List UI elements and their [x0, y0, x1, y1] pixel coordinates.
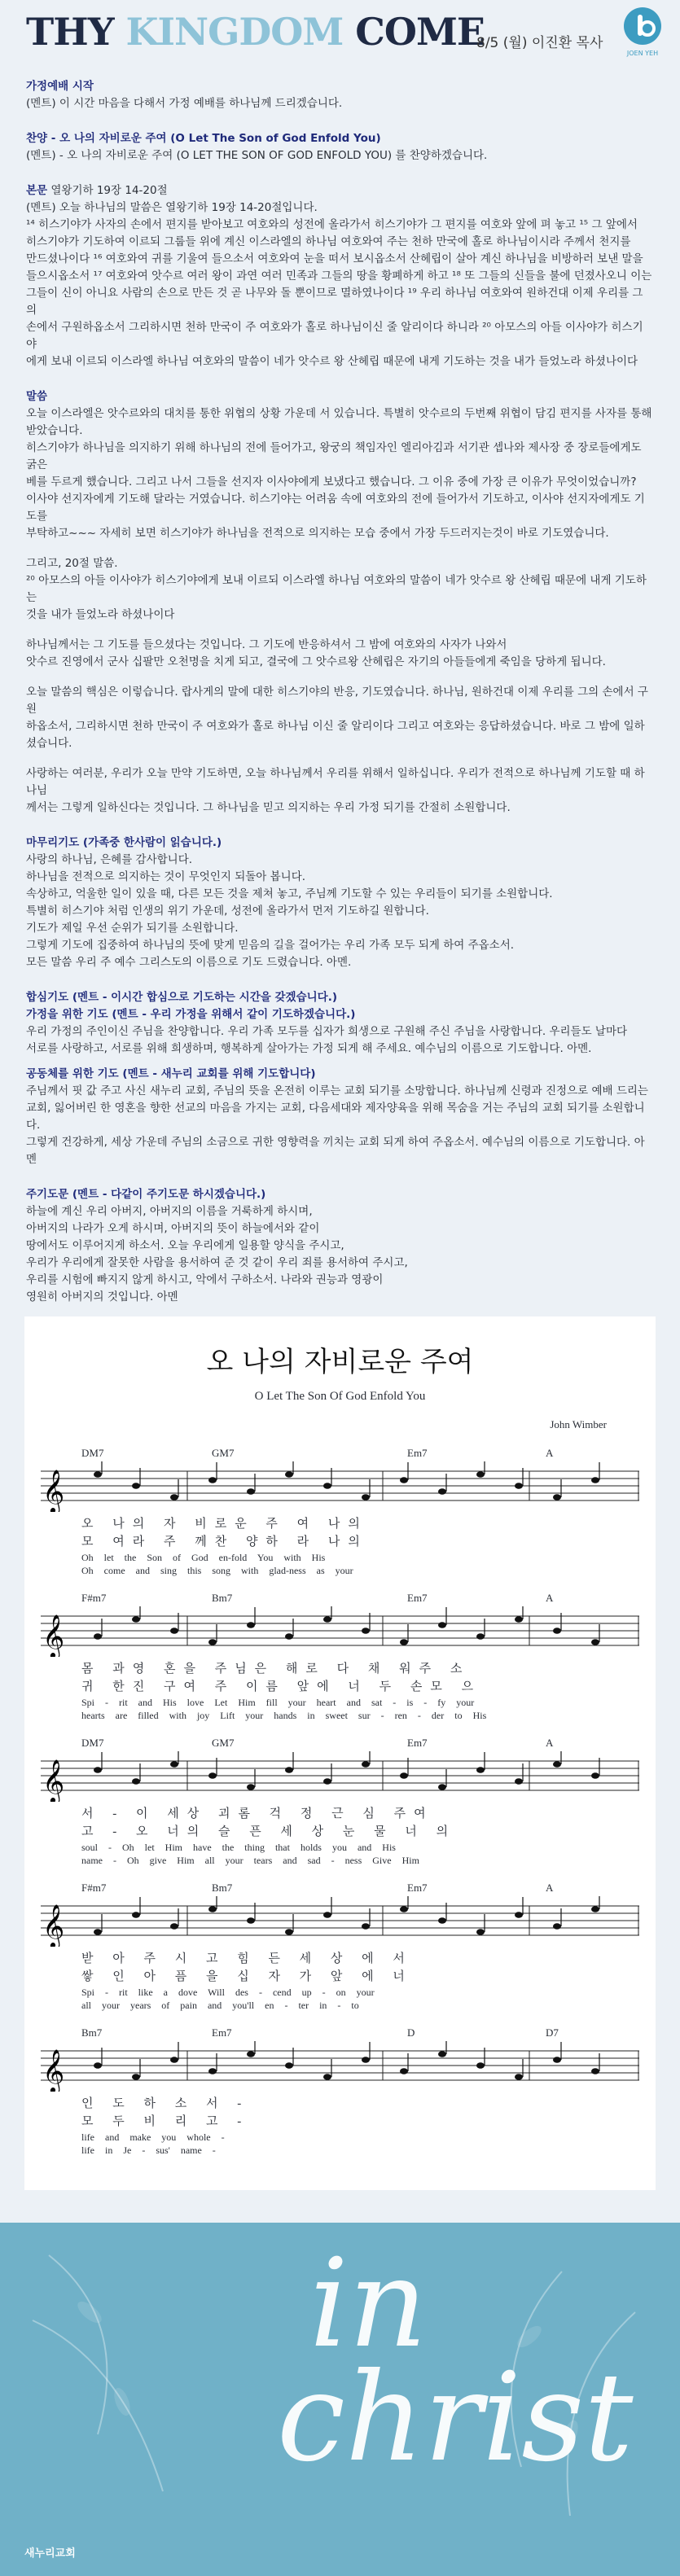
- english-lyrics: Oh come and sing this song with glad-ness as your: [81, 1565, 353, 1576]
- note-head: [553, 1923, 561, 1930]
- note-head: [476, 2062, 485, 2069]
- section-heading: 주기도문 (멘트 - 다같이 주기도문 하시겠습니다.): [26, 1188, 266, 1201]
- music-system: [41, 1592, 639, 1722]
- section-heading: 본문: [26, 184, 48, 197]
- note-head: [285, 2062, 293, 2069]
- staff: [41, 2041, 639, 2092]
- chord-symbol: Em7: [407, 1447, 428, 1459]
- note-head: [591, 1906, 599, 1912]
- note-head: [94, 2062, 102, 2069]
- chord-symbol: GM7: [212, 1447, 235, 1459]
- note-head: [208, 1639, 217, 1645]
- treble-clef-icon: 𝄞: [42, 1469, 65, 1512]
- note-head: [515, 1483, 523, 1489]
- note-head: [591, 1639, 599, 1645]
- staff: [41, 1751, 639, 1802]
- section-heading: 찬양: [26, 132, 48, 145]
- note-head: [553, 1494, 561, 1500]
- note-head: [94, 1633, 102, 1640]
- note-head: [438, 1622, 446, 1628]
- treble-clef-icon: 𝄞: [42, 1614, 65, 1657]
- note-head: [438, 2051, 446, 2057]
- staff: [41, 1606, 639, 1657]
- sermon-paragraph: 오늘 이스라엘은 앗수르와의 대치를 통한 위협의 상황 가운데 서 있습니다. 특별히 앗수르의 두번째 위협이 담김 편지를 사자를 통해 받았습니다. 히스기야가 하나님을 의지하기 위해 하나님의 전에 들어가고, 왕궁의 책임자인 엘리아김과 서기관 셉나와 제사장 중 장로들에게도 굵은 베를 두르게 했습니다. 그리고 나서 그들을 선지자 이사야에게 보냈다고 했습니다. 그 이유 중에 가장 큰 이유가 무엇이었습니까? 이사야 선지자에게 기도해 달라는 거였습니다. 히스기야는 어려움 속에 여호와의 전에 들어가서 기도하고, 이사야 선지자에게도 기도를 부탁하고~~~ 자세히 보면 히스기야가 하나님을 전적으로 의지하는 모습 중에서 가장 두드러지는것이 바로 기도였습니다.: [26, 407, 652, 540]
- korean-lyrics: 모 두 비 리 고 -: [81, 2115, 250, 2128]
- scripture-section: [26, 182, 653, 370]
- section-heading: 마무리기도 (가족중 한사람이 읽습니다.): [26, 836, 222, 849]
- worship-guide: [26, 78, 653, 1324]
- note-head: [247, 1622, 255, 1628]
- note-head: [400, 1477, 408, 1483]
- section-heading: 가정예배 시작: [26, 80, 94, 93]
- sub-heading: 가정을 위한 기도 (멘트 - 우리 가정을 위해서 같이 기도하겠습니다.): [26, 1008, 356, 1021]
- sermon-paragraph: 하나님께서는 그 기도를 들으셨다는 것입니다. 그 기도에 반응하셔서 그 밤에 여호와의 사자가 나와서 앗수르 진영에서 군사 십팔만 오천명을 치게 되고, 결국에 그 앗수르왕 산헤립은 자기의 아들들에게 죽임을 당하게 됩니다.: [26, 638, 606, 668]
- note-head: [591, 1477, 599, 1483]
- closing-prayer-text: 사랑의 하나님, 은혜를 감사합니다. 하나님을 전적으로 의지하는 것이 무엇인지 되돌아 봅니다. 속상하고, 억울한 일이 있을 때, 다른 모든 것을 제쳐 놓고, 주님께 기도할 수 있는 우리들이 되기를 소원합니다. 특별히 히스기야 처럼 인생의 위기 가운데, 성전에 올라가서 먼저 기도하길 원합니다. 기도가 제일 우선 순위가 되기를 소원합니다. 그렇게 기도에 집중하여 하나님의 뜻에 맞게 믿음의 길을 걸어가는 우리 가족 모두 되게 하여 주옵소서. 모든 말씀 우리 주 예수 그리스도의 이름으로 기도 드렸습니다. 아멘.: [26, 853, 553, 969]
- hymn-section: [26, 130, 653, 164]
- note-head: [476, 1767, 485, 1773]
- note-head: [362, 1923, 370, 1930]
- note-head: [247, 1488, 255, 1495]
- note-head: [476, 1633, 485, 1640]
- sermon-section: [26, 388, 653, 817]
- note-head: [132, 1778, 140, 1785]
- chord-row: [41, 2026, 639, 2041]
- note-head: [170, 1761, 178, 1768]
- sub-heading: 공동체를 위한 기도 (멘트 - 새누리 교회를 위해 기도합니다): [26, 1067, 316, 1080]
- chord-symbol: Bm7: [212, 1882, 233, 1894]
- note-head: [132, 1912, 140, 1918]
- english-lyrics: life in Je - sus' name -: [81, 2144, 216, 2156]
- chord-symbol: A: [546, 1592, 554, 1604]
- treble-clef-icon: 𝄞: [42, 2048, 65, 2092]
- opening-section: [26, 78, 653, 112]
- note-head: [400, 1906, 408, 1912]
- composer: John Wimber: [550, 1418, 607, 1430]
- english-lyrics: Spi - rit like a dove Will des - cend up - on your: [81, 1987, 375, 1998]
- chord-row: [41, 1882, 639, 1896]
- note-head: [362, 2057, 370, 2063]
- korean-lyrics: 쌓 인 아 픔 을 십 자 가 앞 에 너: [81, 1970, 413, 1983]
- sheet-music: [24, 1316, 656, 2190]
- korean-lyrics: 오 나의 자 비로운 주 여 나의: [81, 1518, 368, 1531]
- sermon-paragraph: 그리고, 20절 말씀. ²⁰ 아모스의 아들 이사야가 히스기야에게 보내 이르되 이스라엘 하나님 여호와의 말씀이 네가 앗수르 왕 산헤립 때문에 내게 기도하는 것을 내가 들었노라 하셨나이다: [26, 557, 647, 621]
- english-lyrics: Spi - rit and His love Let Him fill your heart and sat - is - fy your: [81, 1697, 475, 1708]
- note-head: [285, 1633, 293, 1640]
- chord-symbol: DM7: [81, 1737, 104, 1749]
- chord-symbol: F#m7: [81, 1592, 107, 1604]
- note-head: [400, 2068, 408, 2074]
- date-author: 8/5 (월) 이진환 목사: [476, 35, 603, 51]
- series-title: THY KINGDOM COME: [26, 10, 485, 54]
- note-head: [323, 1912, 331, 1918]
- chord-symbol: D: [407, 2026, 415, 2039]
- chord-symbol: GM7: [212, 1737, 235, 1749]
- note-head: [553, 2057, 561, 2063]
- closing-prayer-section: [26, 835, 653, 971]
- note-head: [208, 1477, 217, 1483]
- chord-symbol: Em7: [212, 2026, 232, 2039]
- note-head: [285, 1929, 293, 1935]
- note-head: [170, 1628, 178, 1634]
- note-head: [208, 2068, 217, 2074]
- scripture-reference: 열왕기하 19장 14-20절: [47, 184, 168, 197]
- note-head: [132, 1616, 140, 1623]
- chord-symbol: Bm7: [81, 2026, 103, 2039]
- note-head: [515, 1616, 523, 1623]
- lords-prayer-text: 하늘에 계신 우리 아버지, 아버지의 이름을 거룩하게 하시며, 아버지의 나라가 오게 하시며, 아버지의 뜻이 하늘에서와 같이 땅에서도 이루어지게 하소서. 오늘 우리에게 일용할 양식을 주시고, 우리가 우리에게 잘못한 사람을 용서하여 준 것 같이 우리 죄를 용서하여 주시고, 우리를 시험에 빠지지 않게 하시고, 악에서 구하소서. 나라와 권능과 영광이 영원히 아버지의 것입니다. 아멘: [26, 1205, 408, 1303]
- note-head: [362, 1628, 370, 1634]
- note-head: [515, 2074, 523, 2080]
- chord-symbol: F#m7: [81, 1882, 107, 1894]
- note-head: [285, 1471, 293, 1478]
- note-head: [208, 1906, 217, 1912]
- chord-row: [41, 1447, 639, 1461]
- note-head: [400, 1772, 408, 1779]
- korean-lyrics: 몸 과영 혼을 주님은 해로 다 채 워주 소: [81, 1663, 471, 1676]
- music-system: [41, 1447, 639, 1577]
- chord-symbol: Em7: [407, 1882, 428, 1894]
- note-head: [94, 1767, 102, 1773]
- note-head: [438, 1784, 446, 1790]
- scripture-intro: (멘트) 오늘 하나님의 말씀은 열왕기하 19장 14-20절입니다.: [26, 201, 318, 214]
- section-heading: 합심기도 (멘트 - 이시간 합심으로 기도하는 시간을 갖겠습니다.): [26, 991, 337, 1004]
- staff: [41, 1896, 639, 1947]
- note-head: [170, 2057, 178, 2063]
- english-lyrics: soul - Oh let Him have the thing that holds you and His: [81, 1842, 396, 1853]
- in-christ-script: in christ: [277, 2233, 634, 2489]
- note-head: [132, 2074, 140, 2080]
- hymn-text: (멘트) - 오 나의 자비로운 주여 (O LET THE SON OF GOD ENFOLD YOU) 를 찬양하겠습니다.: [26, 149, 488, 162]
- chord-symbol: DM7: [81, 1447, 104, 1459]
- chord-symbol: Em7: [407, 1737, 428, 1749]
- music-system: [41, 1737, 639, 1867]
- chord-symbol: A: [546, 1882, 554, 1894]
- note-head: [208, 1772, 217, 1779]
- note-head: [170, 1923, 178, 1930]
- music-system: [41, 1882, 639, 2012]
- scripture-text: ¹⁴ 히스기야가 사자의 손에서 편지를 받아보고 여호와의 성전에 올라가서 히스기야가 그 편지를 여호와 앞에 펴 놓고 ¹⁵ 그 앞에서 히스기야가 기도하여 이르되 그룹들 위에 계신 이스라엘의 하나님 여호와여 주는 천하 만국에 홀로 하나님이시라 주께서 천지를 만드셨나이다 ¹⁶ 여호와여 귀를 기울여 들으소서 여호와여 눈을 떠서 보시옵소서 산헤립이 살아 계신 하나님을 비방하러 보낸 말을 들으시옵소서 ¹⁷ 여호와여 앗수르 여러 왕이 과연 여러 민족과 그들의 땅을 황폐하게 하고 ¹⁸ 또 그들의 신들을 불에 던졌사오니 이는 그들이 신이 아니요 사람의 손으로 만든 것 곧 나무와 돌 뿐이므로 멸하였나이다 ¹⁹ 우리 하나님 여호와여 원하건대 이제 우리를 그의 손에서 구원하옵소서 그리하시면 천하 만국이 주 여호와가 홀로 하나님이신 줄 알리이다 하니라 ²⁰ 아모스의 아들 이사야가 히스기야 에게 보내 이르되 이스라엘 하나님 여호와의 말씀이 네가 앗수르 왕 산헤립 때문에 내게 기도하는 것을 내가 들었노라 하셨나이다: [26, 218, 652, 368]
- note-head: [323, 1778, 331, 1785]
- chord-symbol: D7: [546, 2026, 559, 2039]
- opening-text: (멘트) 이 시간 마음을 다해서 가정 예배를 하나님께 드리겠습니다.: [26, 97, 343, 110]
- korean-lyrics: 귀 한진 구여 주 이름 앞에 너 두 손모 으: [81, 1680, 482, 1693]
- english-lyrics: life and make you whole -: [81, 2131, 225, 2143]
- english-lyrics: Oh let the Son of God en-fold You with His: [81, 1552, 326, 1563]
- hymn-title: - 오 나의 자비로운 주여 (O Let The Son of God Enfold You): [47, 132, 381, 145]
- korean-lyrics: 고 - 오 너의 슬 픈 세 상 눈 물 너 의: [81, 1825, 457, 1838]
- note-head: [285, 1767, 293, 1773]
- sermon-paragraph: 사랑하는 여러분, 우리가 오늘 만약 기도하면, 오늘 하나님께서 우리를 위해서 일하십니다. 우리가 전적으로 하나님께 기도할 때 하나님 께서는 그렇게 일하신다는 것입니다. 그 하나님을 믿고 의지하는 우리 가정 되기를 간절히 소원합니다.: [26, 767, 645, 814]
- note-head: [362, 1494, 370, 1500]
- staff: [41, 1461, 639, 1512]
- note-head: [362, 1761, 370, 1768]
- chord-symbol: A: [546, 1447, 554, 1459]
- note-head: [553, 1761, 561, 1768]
- note-head: [323, 2074, 331, 2080]
- treble-clef-icon: 𝄞: [42, 1904, 65, 1947]
- korean-lyrics: 받 아 주 시 고 힘 든 세 상 에 서: [81, 1952, 413, 1965]
- header: [0, 0, 680, 72]
- song-subtitle: O Let The Son Of God Enfold You: [254, 1390, 426, 1403]
- note-head: [400, 1639, 408, 1645]
- english-lyrics: all your years of pain and you'll en - ter in - to: [81, 2000, 359, 2011]
- song-title: 오 나의 자비로운 주여: [206, 1346, 474, 1378]
- chord-row: [41, 1737, 639, 1751]
- note-head: [323, 1483, 331, 1489]
- lords-prayer-section: [26, 1186, 653, 1306]
- chord-symbol: Bm7: [212, 1592, 233, 1604]
- note-head: [170, 1494, 178, 1500]
- note-head: [515, 1912, 523, 1918]
- note-head: [591, 1772, 599, 1779]
- note-head: [132, 1483, 140, 1489]
- unison-prayer-section: [26, 989, 653, 1168]
- note-head: [591, 2068, 599, 2074]
- note-head: [247, 2051, 255, 2057]
- chord-symbol: Em7: [407, 1592, 428, 1604]
- note-head: [553, 1628, 561, 1634]
- korean-lyrics: 서 - 이 세상 괴롬 걱 정 근 심 주여: [81, 1807, 434, 1820]
- note-head: [94, 1929, 102, 1935]
- note-head: [247, 1917, 255, 1924]
- music-system: [41, 2026, 639, 2157]
- svg-text:JOEN YEH: JOEN YEH: [626, 50, 659, 57]
- note-head: [476, 1471, 485, 1478]
- note-head: [438, 1488, 446, 1495]
- note-head: [476, 1929, 485, 1935]
- family-prayer-text: 우리 가정의 주인이신 주님을 찬양합니다. 우리 가족 모두를 십자가 희생으로 구원해 주신 주님을 사랑합니다. 우리들도 날마다 서로를 사랑하고, 서로를 위해 희생하며, 행복하게 살아가는 가정 되게 해 주세요. 예수님의 이름으로 기도합니다. 아멘.: [26, 1025, 628, 1055]
- chord-row: [41, 1592, 639, 1606]
- section-heading: 말씀: [26, 390, 48, 403]
- treble-clef-icon: 𝄞: [42, 1759, 65, 1802]
- note-head: [323, 1616, 331, 1623]
- english-lyrics: hearts are filled with joy Lift your hands in sweet sur - ren - der to His: [81, 1710, 487, 1721]
- footer-banner: [0, 2223, 680, 2576]
- chord-symbol: A: [546, 1737, 554, 1749]
- note-head: [94, 1471, 102, 1478]
- church-logo-icon: [621, 7, 665, 57]
- church-prayer-text: 주님께서 핏 값 주고 사신 새누리 교회, 주님의 뜻을 온전히 이루는 교회 되기를 소망합니다. 하나님께 신령과 진정으로 예배 드리는 교회, 잃어버린 한 영혼을 향한 선교의 마음을 가지는 교회, 다음세대와 제자양육을 위해 목숨을 거는 주님의 교회 되기를 소원합니다. 그렇게 건강하게, 세상 가운데 주님의 소금으로 귀한 영향력을 끼치는 교회 되게 하여 주옵소서. 예수님의 이름으로 기도합니다. 아멘: [26, 1084, 648, 1166]
- korean-lyrics: 모 여라 주 께찬 양하 라 나의: [81, 1536, 368, 1549]
- korean-lyrics: 인 도 하 소 서 -: [81, 2097, 250, 2110]
- church-name: 새누리교회: [24, 2548, 76, 2560]
- note-head: [515, 1778, 523, 1785]
- english-lyrics: name - Oh give Him all your tears and sad - ness Give Him: [81, 1855, 419, 1866]
- sermon-paragraph: 오늘 말씀의 핵심은 이렇습니다. 랍사게의 말에 대한 히스기야의 반응, 기도였습니다. 하나님, 원하건대 이제 우리를 그의 손에서 구원 하옵소서, 그리하시면 천하 만국이 주 여호와가 홀로 하나님 이신 줄 알리이다 그리고 여호와는 응답하셨습니다. 바로 그 밤에 일하셨습니다.: [26, 686, 648, 750]
- note-head: [247, 1784, 255, 1790]
- note-head: [438, 1917, 446, 1924]
